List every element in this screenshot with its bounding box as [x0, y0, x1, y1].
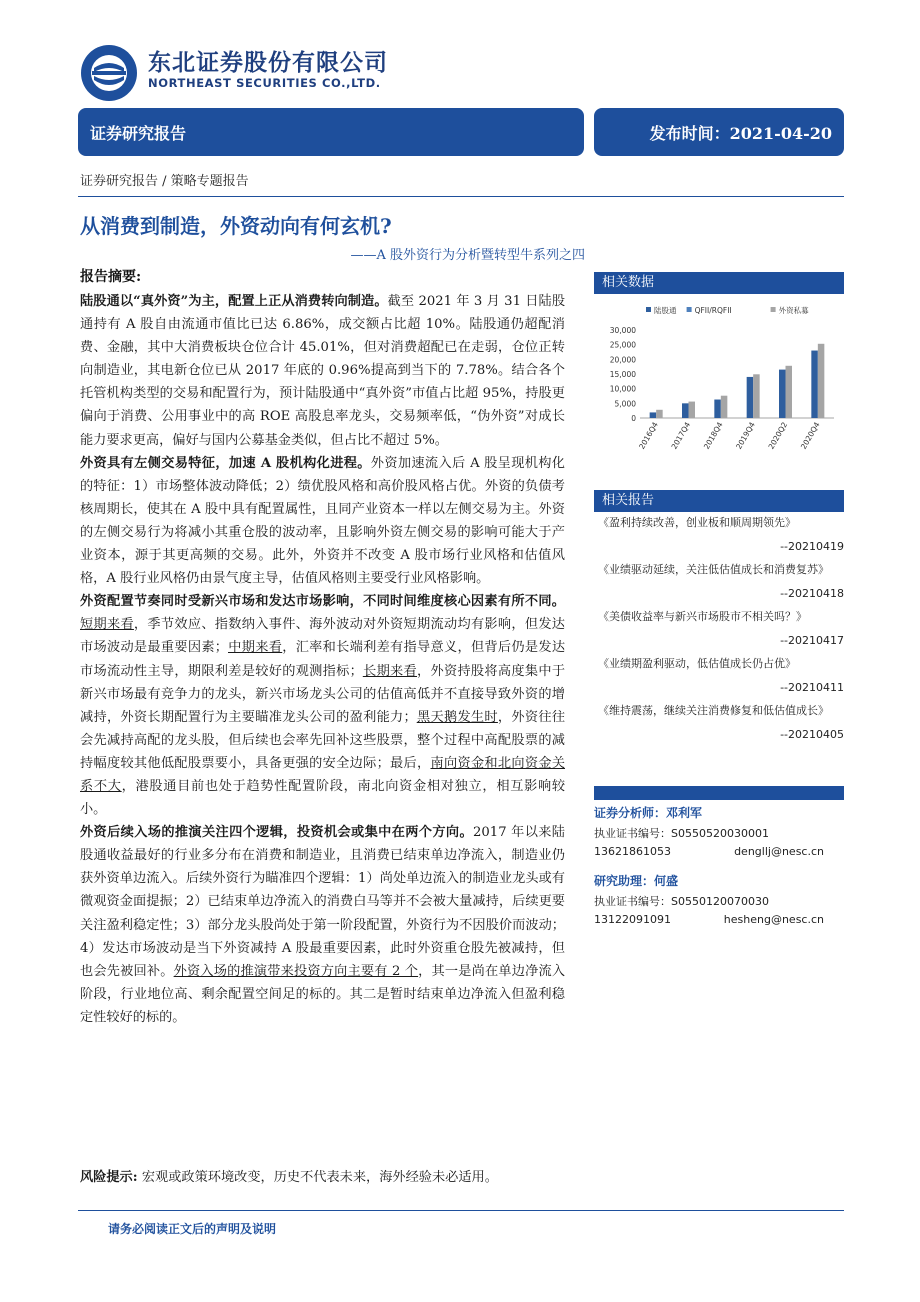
- company-name-cn: 东北证券股份有限公司: [148, 50, 388, 76]
- paragraph-text: 截至 2021 年 3 月 31 日陆股通持有 A 股自由流通市值比已达 6.86%，成交额占比超 10%。陆股通仍超配消费、金融，其中大消费板块仓位合计 45.01%，但对消费超配已在走弱，仓位正转向制造业，其电新仓位已从 2017 年底的 0.96%提高到当下的 7.78%。结合各个托管机构类型的交易和配置行为，预计陆股通中“真外资”市值占比超 95%，持股更偏向于消费、公用事业中的高 ROE 高股息率龙头，交易频率低，“伪外资”对成长能力要求更高，偏好与国内公募基金类似，但占比不超过 5%。: [80, 294, 566, 448]
- legend-swatch: [646, 307, 651, 312]
- analyst-phone: 13621861053: [594, 845, 671, 858]
- legend-swatch: [771, 307, 776, 312]
- divider: [78, 196, 844, 197]
- report-item[interactable]: [598, 512, 844, 559]
- underlined-term: 外资入场的推演带来投资方向主要有 2 个: [173, 963, 419, 979]
- cert-number: S0550520030001: [671, 827, 769, 840]
- related-data-header: 相关数据: [594, 272, 844, 294]
- report-date: --20210419: [780, 540, 844, 553]
- paragraph-text: ，其一是尚在单边净流入阶段，行业地位高、剩余配置空间足的标的。其二是暂时结束单边净流入但盈利稳定性较好的标的。: [80, 963, 566, 1025]
- bar-外资私募: [721, 396, 728, 418]
- report-date: --20210411: [780, 681, 844, 694]
- bar-陆股通: [747, 377, 754, 418]
- report-item[interactable]: [598, 559, 844, 606]
- report-title[interactable]: 《业绩驱动延续，关注低估值成长和消费复苏》: [598, 563, 829, 576]
- report-item[interactable]: [598, 700, 844, 747]
- page-title: 从消费到制造，外资动向有何玄机?: [80, 214, 392, 238]
- paragraph: [80, 821, 565, 1029]
- report-item[interactable]: [598, 653, 844, 700]
- abstract-body: [80, 290, 565, 1029]
- footer-divider: [78, 1210, 844, 1211]
- paragraph-lead: 外资后续入场的推演关注四个逻辑，投资机会或集中在两个方向。: [80, 825, 474, 841]
- report-title[interactable]: 《美债收益率与新兴市场股市不相关吗？》: [598, 610, 807, 623]
- y-tick-label: 20,000: [609, 355, 636, 365]
- x-tick-label: 2016Q4: [637, 420, 660, 451]
- assistant-email[interactable]: hesheng@nesc.cn: [723, 913, 824, 926]
- paragraph-lead: 外资配置节奏同时受新兴市场和发达市场影响，不同时间维度核心因素有所不同。: [80, 594, 565, 610]
- footer-disclaimer: 请务必阅读正文后的声明及说明: [108, 1222, 277, 1236]
- cert-number: S0550120070030: [671, 895, 769, 908]
- report-type-label: 证券研究报告: [90, 124, 187, 143]
- page-subtitle: ——A 股外资行为分析暨转型牛系列之四: [350, 248, 585, 263]
- chart-svg: [594, 296, 844, 466]
- paragraph: [80, 452, 565, 591]
- cert-label: 执业证书编号：: [594, 827, 671, 840]
- paragraph-text: 2017 年以来陆股通收益最好的行业多分布在消费和制造业，且消费已结束单边净流入，制造业仍获外资单边流入。后续外资行为瞄准四个逻辑：1）尚处单边流入的制造业龙头或有微观资金面提振；2）已结束单边净流入的消费白马等并不会被大量减持，后续更要关注盈利稳定性；3）部分龙头股尚处于第一阶段配置，外资行为不因股价而波动；4）发达市场波动是当下外资减持 A 股最重要因素，此时外资重仓股先被减持，但也会先被回补。: [80, 825, 565, 979]
- paragraph-text: ，外资往往会先减持高配的龙头股，但后续也会率先回补这些股票，整个过程中高配股票的减持幅度较其他低配股票要小，具备更强的安全边际；最后，: [80, 709, 566, 771]
- paragraph-lead: 外资具有左侧交易特征，加速 A 股机构化进程。: [80, 455, 371, 471]
- analyst-role: 证券分析师：邓利军: [594, 806, 703, 820]
- holdings-chart: [594, 296, 844, 466]
- risk-text: 宏观或政策环境改变，历史不代表未来，海外经验未必适用。: [137, 1170, 498, 1185]
- report-title[interactable]: 《维持震荡，继续关注消费修复和低估值成长》: [598, 704, 829, 717]
- related-reports-list: [598, 512, 844, 747]
- analyst-email[interactable]: dengllj@nesc.cn: [734, 845, 824, 858]
- x-tick-label: 2018Q4: [701, 420, 725, 451]
- risk-warning: [80, 1166, 600, 1185]
- paragraph-text: 外资加速流入后 A 股呈现机构化的特征：1）市场整体波动降低；2）绩优股风格和高价股风格占优。外资的负债考核周期长，使其在 A 股中具有配置属性，且同产业资本一样以左侧交易为主。外资的左侧交易行为将减小其重仓股的波动率，且影响外资左侧交易的影响可能大于产业资本，源于其更高频的交易。此外，外资并不改变 A 股市场行业风格和估值风格，A 股行业风格仍由景气度主导，估值风格则主要受行业风格影响。: [80, 455, 565, 587]
- paragraph: [80, 590, 565, 821]
- assistant-phone: 13122091091: [594, 913, 671, 926]
- analyst-info: [594, 804, 844, 926]
- paragraph-text: ，港股通目前也处于趋势性配置阶段，南北向资金相对独立，相互影响较小。: [80, 778, 566, 818]
- report-item[interactable]: [598, 606, 844, 653]
- bar-陆股通: [682, 403, 689, 418]
- bar-外资私募: [656, 410, 663, 418]
- breadcrumb: 证券研究报告 / 策略专题报告: [80, 174, 249, 189]
- publish-date-banner: [594, 108, 844, 156]
- paragraph-lead: 陆股通以“真外资”为主，配置上正从消费转向制造。: [80, 294, 388, 309]
- x-tick-label: 2019Q4: [734, 420, 757, 451]
- underlined-term: 短期来看: [80, 617, 134, 633]
- underlined-term: 黑天鹅发生时: [416, 709, 498, 725]
- paragraph-text: ，汇率和长端利差有指导意义，但背后仍是发达市场流动性主导，期限利差是较好的观测指标；: [80, 640, 566, 679]
- bar-陆股通: [650, 412, 657, 418]
- company-logo: [80, 44, 138, 102]
- paragraph-text: ，外资持股将高度集中于新兴市场最有竞争力的龙头，新兴市场龙头公司的估值高低并不直接导致外资的增减持，外资长期配置行为主要瞄准龙头公司的盈利能力；: [80, 663, 566, 725]
- x-tick-label: 2017Q4: [669, 420, 693, 451]
- bar-陆股通: [714, 400, 721, 418]
- bar-外资私募: [689, 402, 696, 418]
- bar-陆股通: [811, 351, 818, 418]
- legend-label: 外资私募: [778, 306, 809, 315]
- related-reports-header: 相关报告: [594, 490, 844, 512]
- report-title[interactable]: 《业绩期盈利驱动，低估值成长仍占优》: [598, 657, 796, 670]
- assistant-role: 研究助理：何盛: [594, 874, 679, 888]
- legend-swatch: [687, 307, 692, 312]
- bar-陆股通: [779, 370, 786, 418]
- bar-外资私募: [753, 374, 760, 418]
- underlined-term: 南向资金和北向资金关系不大: [80, 755, 566, 794]
- assistant-cert: [594, 893, 844, 909]
- paragraph-text: ，季节效应、指数纳入事件、海外波动对外资短期流动均有影响，但发达市场波动是最重要因素；: [80, 617, 565, 656]
- y-tick-label: 0: [631, 414, 636, 423]
- analyst-bar: [594, 786, 844, 800]
- assistant-contact: [594, 913, 844, 926]
- report-date: --20210417: [780, 634, 844, 647]
- company-name-en: NORTHEAST SECURITIES CO.,LTD.: [148, 76, 381, 90]
- report-type-banner: [78, 108, 584, 156]
- legend-label: QFII/RQFII: [694, 306, 732, 315]
- cert-label: 执业证书编号：: [594, 895, 671, 908]
- analyst-contact: [594, 845, 844, 858]
- y-tick-label: 5,000: [614, 399, 636, 409]
- y-tick-label: 15,000: [609, 370, 636, 379]
- y-tick-label: 25,000: [609, 340, 636, 350]
- x-tick-label: 2020Q2: [766, 420, 790, 451]
- report-title[interactable]: 《盈利持续改善，创业板和顺周期领先》: [598, 516, 796, 529]
- underlined-term: 长期来看: [362, 663, 418, 679]
- paragraph: [80, 290, 565, 452]
- risk-label: 风险提示:: [80, 1170, 138, 1185]
- report-date: --20210418: [780, 587, 844, 600]
- analyst-cert: [594, 825, 844, 841]
- abstract-heading: 报告摘要:: [80, 269, 142, 285]
- publish-date-label: 发布时间：2021-04-20: [649, 124, 832, 143]
- report-date: --20210405: [780, 728, 844, 741]
- bar-外资私募: [818, 344, 825, 418]
- underlined-term: 中期来看: [228, 640, 283, 656]
- y-tick-label: 30,000: [609, 326, 636, 335]
- y-tick-label: 10,000: [609, 384, 636, 394]
- legend-label: 陆股通: [654, 306, 677, 315]
- bar-外资私募: [786, 366, 793, 418]
- x-tick-label: 2020Q4: [798, 420, 822, 451]
